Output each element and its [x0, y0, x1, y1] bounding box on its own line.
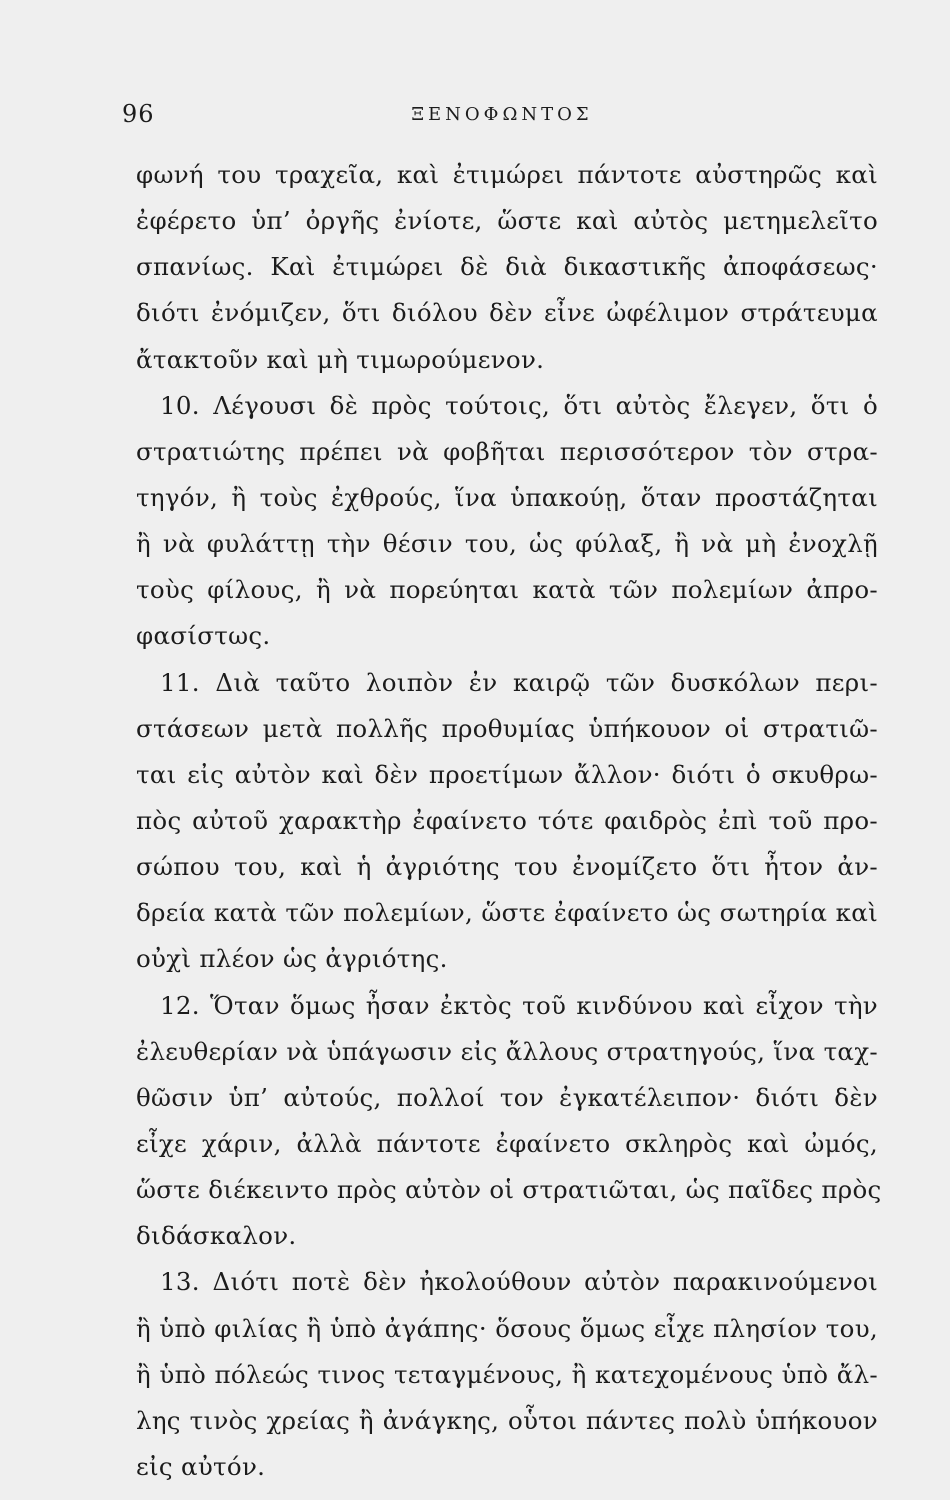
text-line: σπανίως. Καὶ ἐτιμώρει δὲ διὰ δικαστικῆς ἀποφάσεως·	[136, 252, 878, 282]
text-line: 10. Λέγουσι δὲ πρὸς τούτοις, ὅτι αὐτὸς ἔλεγεν, ὅτι ὁ	[160, 390, 878, 420]
text-line: ἢ ὑπὸ πόλεώς τινος τεταγμένους, ἢ κατεχομένους ὑπὸ ἄλ-	[136, 1359, 878, 1389]
text-line: δρεία κατὰ τῶν πολεμίων, ὥστε ἐφαίνετο ὡς σωτηρία καὶ	[136, 898, 878, 928]
text-line: οὐχὶ πλέον ὡς ἀγριότης.	[136, 944, 448, 974]
text-line: τηγόν, ἢ τοὺς ἐχθρούς, ἵνα ὑπακούῃ, ὅταν προστάζηται	[136, 482, 878, 512]
text-line: διότι ἐνόμιζεν, ὅτι διόλου δὲν εἶνε ὠφέλιμον στράτευμα	[136, 298, 878, 328]
text-line: τοὺς φίλους, ἢ νὰ πορεύηται κατὰ τῶν πολεμίων ἀπρο-	[136, 575, 878, 605]
text-line: πὸς αὐτοῦ χαρακτὴρ ἐφαίνετο τότε φαιδρὸς ἐπὶ τοῦ προ-	[136, 805, 878, 835]
text-line: θῶσιν ὑπ’ αὐτούς, πολλοί τον ἐγκατέλειπον· διότι δὲν	[136, 1082, 878, 1112]
page-header	[122, 100, 882, 140]
text-line: διδάσκαλον.	[136, 1221, 297, 1251]
text-line: φωνή του τραχεῖα, καὶ ἐτιμώρει πάντοτε αὐστηρῶς καὶ	[136, 160, 878, 189]
text-line: ται εἰς αὐτὸν καὶ δὲν προετίμων ἄλλον· διότι ὁ σκυθρω-	[136, 759, 878, 789]
running-title: ΞΕΝΟΦΩΝΤΟΣ	[411, 104, 593, 125]
text-line: λης τινὸς χρείας ἢ ἀνάγκης, οὗτοι πάντες πολὺ ὑπήκουον	[136, 1405, 878, 1435]
text-line: εἰς αὐτόν.	[136, 1451, 266, 1481]
text-line: εἶχε χάριν, ἀλλὰ πάντοτε ἐφαίνετο σκληρὸς καὶ ὠμός,	[136, 1128, 878, 1158]
text-line: σώπου του, καὶ ἡ ἀγριότης του ἐνομίζετο ὅτι ἦτον ἀν-	[136, 852, 878, 882]
text-line: ἐλευθερίαν νὰ ὑπάγωσιν εἰς ἄλλους στρατηγούς, ἵνα ταχ-	[136, 1036, 878, 1066]
page-number: 96	[122, 100, 155, 128]
text-line: 11. Διὰ ταῦτο λοιπὸν ἐν καιρῷ τῶν δυσκόλων περι-	[160, 667, 878, 697]
text-line: ἢ νὰ φυλάττῃ τὴν θέσιν του, ὡς φύλαξ, ἢ νὰ μὴ ἐνοχλῇ	[136, 529, 878, 559]
body-text	[136, 152, 882, 1490]
text-line: 13. Διότι ποτὲ δὲν ἠκολούθουν αὐτὸν παρακινούμενοι	[160, 1267, 878, 1297]
text-line: ἐφέρετο ὑπ’ ὀργῆς ἐνίοτε, ὥστε καὶ αὐτὸς μετημελεῖτο	[136, 206, 878, 236]
text-line: ἄτακτοῦν καὶ μὴ τιμωρούμενον.	[136, 344, 545, 374]
text-line: φασίστως.	[136, 621, 271, 651]
text-line: στρατιώτης πρέπει νὰ φοβῆται περισσότερον τὸν στρα-	[136, 436, 878, 466]
text-line: ὥστε διέκειντο πρὸς αὐτὸν οἱ στρατιῶται, ὡς παῖδες πρὸς	[136, 1175, 882, 1205]
text-line: στάσεων μετὰ πολλῆς προθυμίας ὑπήκουον οἱ στρατιῶ-	[136, 713, 878, 743]
text-line: 12. Ὅταν ὅμως ἦσαν ἐκτὸς τοῦ κινδύνου καὶ εἶχον τὴν	[160, 990, 878, 1020]
text-line: ἢ ὑπὸ φιλίας ἢ ὑπὸ ἀγάπης· ὅσους ὅμως εἶχε πλησίον του,	[136, 1313, 878, 1343]
